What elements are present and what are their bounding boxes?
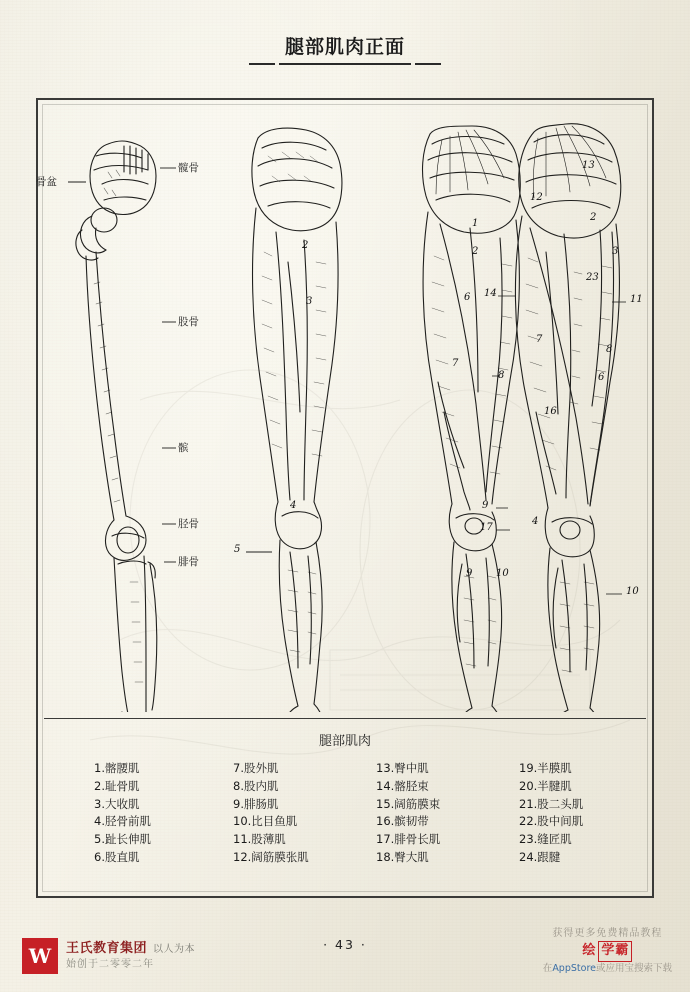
label-pelvis: 骨盆 <box>36 176 57 188</box>
label-hip-bone: 髋骨 <box>178 162 199 174</box>
label-femur: 股骨 <box>178 316 199 328</box>
promo-app-name-prefix: 绘 <box>582 943 597 959</box>
figure-number-11: 11 <box>630 294 643 305</box>
figure-number-6b: 6 <box>598 372 605 383</box>
figure-row <box>38 100 652 718</box>
figure-number-6: 6 <box>464 292 471 303</box>
figure-number-4: 4 <box>290 500 297 511</box>
legend-item: 8.股内肌 <box>233 778 279 793</box>
promo-download-hint <box>543 962 672 976</box>
figure-number-8: 8 <box>498 370 505 381</box>
brand-footer <box>22 938 195 974</box>
legend-item: 19.半膜肌 <box>519 761 572 775</box>
figure-number-17: 17 <box>480 522 493 533</box>
promo-tagline: 获得更多免费精品教程 <box>552 927 663 939</box>
promo-download-prefix: 在 <box>542 963 553 975</box>
figure-muscle-deep-view <box>480 112 643 712</box>
figure-number-9: 9 <box>466 568 473 579</box>
figure-number-16: 16 <box>544 406 557 417</box>
legend-grid <box>60 760 630 867</box>
figure-number-2: 2 <box>302 240 309 251</box>
legend-item: 5.趾长伸肌 <box>94 832 151 847</box>
label-tibia: 胫骨 <box>178 518 199 530</box>
figure-number-10b: 10 <box>626 586 639 597</box>
legend-item: 13.臀中肌 <box>376 761 429 775</box>
brand-logo-icon: W <box>22 938 58 974</box>
legend-item: 18.臀大肌 <box>376 850 429 865</box>
legend-column-3 <box>350 760 485 867</box>
legend-item: 7.股外肌 <box>233 761 279 775</box>
legend-item: 17.腓骨长肌 <box>376 832 441 847</box>
page-number: · 43 · <box>323 937 367 952</box>
legend-item: 12.阔筋膜张肌 <box>233 850 309 865</box>
legend-item: 20.半腱肌 <box>519 778 572 793</box>
illustration-plate <box>36 98 654 898</box>
legend-item: 11.股薄肌 <box>233 832 286 847</box>
plate-divider <box>44 718 646 719</box>
promo-app-name <box>543 941 672 962</box>
legend-item: 3.大收肌 <box>94 796 140 811</box>
legend-item: 22.股中间肌 <box>519 814 584 829</box>
legend-column-2 <box>205 760 340 867</box>
brand-name <box>66 940 195 958</box>
brand-founded: 始创于二零零二年 <box>66 959 154 971</box>
figure-number-5: 5 <box>234 544 241 555</box>
legend-column-1 <box>60 760 195 867</box>
brand-text-block <box>66 940 195 971</box>
legend-item: 10.比目鱼肌 <box>233 814 298 829</box>
appstore-label[interactable]: AppStore <box>552 963 596 975</box>
plate-caption: 腿部肌肉 <box>318 734 371 749</box>
legend-item: 15.阔筋膜束 <box>376 796 441 811</box>
figure-number-10: 10 <box>496 568 509 579</box>
figure-number-3: 3 <box>306 296 313 307</box>
figure-number-8b: 8 <box>606 344 613 355</box>
promo-download-suffix: 或应用宝搜索下载 <box>595 963 672 975</box>
legend-item: 9.腓肠肌 <box>233 796 279 811</box>
figure-number-1: 1 <box>472 218 479 229</box>
figure-number-23: 23 <box>586 272 599 283</box>
figure-skeleton-front-view <box>36 112 202 712</box>
label-patella: 髌 <box>178 442 189 454</box>
legend-item: 24.跟腱 <box>519 850 561 865</box>
figure-number-3b: 3 <box>612 246 619 257</box>
promo-app-name-box: 学霸 <box>598 941 632 962</box>
figure-number-14: 14 <box>484 288 497 299</box>
figure-number-13: 13 <box>582 160 595 171</box>
figure-muscle-outline-view <box>228 112 378 712</box>
legend-item: 2.耻骨肌 <box>94 778 140 793</box>
legend-item: 23.缝匠肌 <box>519 832 572 847</box>
legend-item: 16.髌韧带 <box>376 814 429 829</box>
title-bar <box>0 30 690 65</box>
brand-name-text: 王氏教育集团 <box>66 941 148 957</box>
brand-slogan: 以人为本 <box>153 944 196 956</box>
label-fibula: 腓骨 <box>178 556 199 568</box>
legend-item: 21.股二头肌 <box>519 796 584 811</box>
legend-item: 1.髂腰肌 <box>94 761 140 775</box>
page-title: 腿部肌肉正面 <box>279 30 411 65</box>
legend-item: 4.胫骨前肌 <box>94 814 151 829</box>
legend-column-4 <box>495 760 630 867</box>
promo-footer <box>543 927 672 976</box>
figure-number-12: 12 <box>530 192 543 203</box>
figure-number-2b: 2 <box>472 246 479 257</box>
figure-number-9b: 9 <box>482 500 489 511</box>
legend-item: 14.髂胫束 <box>376 778 429 793</box>
figure-number-2c: 2 <box>590 212 597 223</box>
legend-item: 6.股直肌 <box>94 850 140 865</box>
figure-number-7b: 7 <box>536 334 543 345</box>
figure-number-7: 7 <box>452 358 459 369</box>
figure-number-4b: 4 <box>532 516 539 527</box>
